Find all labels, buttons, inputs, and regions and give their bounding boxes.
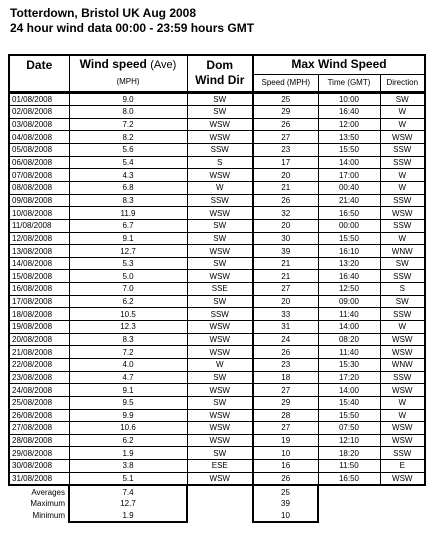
dom-dir-cell: WSW — [187, 245, 253, 258]
table-row — [9, 384, 425, 397]
wind-speed-cell: 9.0 — [69, 92, 187, 106]
wind-speed-cell: 7.0 — [69, 283, 187, 296]
report-subtitle: 24 hour wind data 00:00 - 23:59 hours GMT — [10, 21, 255, 35]
table-row — [9, 181, 425, 194]
table-row — [9, 106, 425, 119]
dom-dir-cell: W — [187, 358, 253, 371]
dom-dir-cell: WSW — [187, 169, 253, 182]
table-row — [9, 270, 425, 283]
date-cell: 22/08/2008 — [9, 358, 69, 371]
wind-speed-cell: 11.9 — [69, 207, 187, 220]
dom-dir-cell: SW — [187, 92, 253, 106]
table-row — [9, 460, 425, 473]
dom-dir-cell: WSW — [187, 409, 253, 422]
table-row — [9, 169, 425, 182]
wind-speed-cell: 6.7 — [69, 219, 187, 232]
wind-speed-cell: 12.3 — [69, 321, 187, 334]
max-speed-cell: 18 — [253, 371, 318, 384]
date-cell: 05/08/2008 — [9, 144, 69, 157]
max-speed-cell: 29 — [253, 396, 318, 409]
summary-wind-speed: 12.7 — [69, 498, 187, 510]
table-row — [9, 131, 425, 144]
max-direction-cell: SSW — [380, 270, 425, 283]
max-speed-cell: 30 — [253, 232, 318, 245]
daily-rows — [9, 92, 425, 485]
wind-speed-cell: 10.5 — [69, 308, 187, 321]
date-cell: 08/08/2008 — [9, 181, 69, 194]
max-direction-cell: W — [380, 232, 425, 245]
max-time-cell: 13:20 — [318, 257, 380, 270]
table-row — [9, 434, 425, 447]
dom-dir-cell: W — [187, 181, 253, 194]
dom-dir-cell: WSW — [187, 472, 253, 485]
table-row — [9, 396, 425, 409]
summary-rows — [9, 485, 425, 522]
max-speed-cell: 33 — [253, 308, 318, 321]
max-time-cell: 12:10 — [318, 434, 380, 447]
wind-speed-cell: 7.2 — [69, 118, 187, 131]
max-speed-cell: 20 — [253, 169, 318, 182]
max-speed-cell: 19 — [253, 434, 318, 447]
dom-dir-cell: SW — [187, 106, 253, 119]
max-direction-cell: WSW — [380, 346, 425, 359]
summary-row — [9, 485, 425, 498]
max-time-cell: 16:40 — [318, 270, 380, 283]
summary-wind-speed: 1.9 — [69, 510, 187, 523]
date-cell: 16/08/2008 — [9, 283, 69, 296]
max-speed-cell: 16 — [253, 460, 318, 473]
summary-spacer — [318, 485, 380, 498]
dom-dir-cell: SW — [187, 295, 253, 308]
max-time-cell: 18:20 — [318, 447, 380, 460]
summary-wind-speed: 7.4 — [69, 485, 187, 498]
max-speed-cell: 26 — [253, 118, 318, 131]
wind-speed-cell: 4.7 — [69, 371, 187, 384]
table-row — [9, 295, 425, 308]
wind-speed-cell: 6.2 — [69, 295, 187, 308]
max-time-cell: 16:50 — [318, 472, 380, 485]
wind-speed-cell: 4.0 — [69, 358, 187, 371]
max-time-cell: 09:00 — [318, 295, 380, 308]
max-direction-cell: W — [380, 118, 425, 131]
max-direction-cell: SSW — [380, 308, 425, 321]
date-header: Date — [9, 55, 69, 74]
wind-speed-cell: 10.6 — [69, 422, 187, 435]
summary-label: Maximum — [30, 499, 65, 509]
dom-dir-cell: WSW — [187, 384, 253, 397]
max-speed-cell: 21 — [253, 270, 318, 283]
max-speed-cell: 10 — [253, 447, 318, 460]
max-speed-cell: 26 — [253, 194, 318, 207]
max-speed-cell: 21 — [253, 181, 318, 194]
max-time-cell: 16:40 — [318, 106, 380, 119]
date-cell: 07/08/2008 — [9, 169, 69, 182]
max-time-cell: 11:50 — [318, 460, 380, 473]
wind-speed-label: Wind speed — [79, 57, 147, 71]
max-speed-cell: 20 — [253, 219, 318, 232]
dom-dir-cell: SSW — [187, 308, 253, 321]
dom-dir-cell: SW — [187, 257, 253, 270]
max-speed-cell: 28 — [253, 409, 318, 422]
max-speed-cell: 17 — [253, 156, 318, 169]
max-speed-cell: 31 — [253, 321, 318, 334]
wind-speed-cell: 5.4 — [69, 156, 187, 169]
date-cell: 20/08/2008 — [9, 333, 69, 346]
date-cell: 02/08/2008 — [9, 106, 69, 119]
summary-row — [9, 498, 425, 510]
max-direction-cell: WSW — [380, 384, 425, 397]
max-time-cell: 11:40 — [318, 308, 380, 321]
date-cell: 01/08/2008 — [9, 92, 69, 106]
max-time-cell: 14:00 — [318, 156, 380, 169]
max-direction-cell: SSW — [380, 194, 425, 207]
table-row — [9, 371, 425, 384]
table-row — [9, 144, 425, 157]
wind-speed-cell: 8.0 — [69, 106, 187, 119]
max-direction-cell: W — [380, 169, 425, 182]
date-cell: 09/08/2008 — [9, 194, 69, 207]
max-speed-cell: 27 — [253, 384, 318, 397]
dom-dir-cell: S — [187, 156, 253, 169]
wind-speed-cell: 8.3 — [69, 333, 187, 346]
dom-header: Dom — [187, 55, 253, 74]
wind-speed-cell: 9.9 — [69, 409, 187, 422]
table-row — [9, 207, 425, 220]
wind-speed-cell: 8.2 — [69, 131, 187, 144]
max-time-cell: 00:00 — [318, 219, 380, 232]
wind-speed-cell: 5.3 — [69, 257, 187, 270]
max-speed-cell: 24 — [253, 333, 318, 346]
summary-spacer — [380, 510, 425, 523]
wind-speed-cell: 9.5 — [69, 396, 187, 409]
wind-speed-header — [69, 55, 187, 74]
table-row — [9, 257, 425, 270]
max-direction-cell: SSW — [380, 156, 425, 169]
date-cell: 21/08/2008 — [9, 346, 69, 359]
dom-dir-cell: SW — [187, 396, 253, 409]
max-speed-cell: 27 — [253, 422, 318, 435]
summary-row — [9, 510, 425, 523]
wind-speed-cell: 9.1 — [69, 232, 187, 245]
dom-dir-cell: SSW — [187, 144, 253, 157]
max-direction-cell: WSW — [380, 207, 425, 220]
max-speed-cell: 27 — [253, 131, 318, 144]
max-direction-cell: W — [380, 181, 425, 194]
wind-speed-cell: 6.2 — [69, 434, 187, 447]
dom-dir-cell: WSW — [187, 422, 253, 435]
max-direction-cell: SW — [380, 257, 425, 270]
max-direction-cell: SSW — [380, 144, 425, 157]
max-time-cell: 21:40 — [318, 194, 380, 207]
date-cell: 29/08/2008 — [9, 447, 69, 460]
summary-max-speed: 25 — [253, 485, 318, 498]
table-row — [9, 232, 425, 245]
max-speed-cell: 23 — [253, 358, 318, 371]
date-cell: 24/08/2008 — [9, 384, 69, 397]
max-speed-cell: 23 — [253, 144, 318, 157]
date-cell: 14/08/2008 — [9, 257, 69, 270]
max-time-cell: 16:50 — [318, 207, 380, 220]
table-row — [9, 156, 425, 169]
table-row — [9, 447, 425, 460]
max-time-cell: 15:40 — [318, 396, 380, 409]
max-speed-cell: 32 — [253, 207, 318, 220]
max-time-cell: 10:00 — [318, 92, 380, 106]
date-cell: 11/08/2008 — [9, 219, 69, 232]
date-cell: 15/08/2008 — [9, 270, 69, 283]
max-direction-cell: W — [380, 409, 425, 422]
table-row — [9, 219, 425, 232]
wind-data-table — [8, 54, 426, 523]
date-cell: 28/08/2008 — [9, 434, 69, 447]
table-row — [9, 245, 425, 258]
max-time-cell: 13:50 — [318, 131, 380, 144]
max-direction-cell: E — [380, 460, 425, 473]
max-direction-cell: W — [380, 321, 425, 334]
report-title: Totterdown, Bristol UK Aug 2008 — [10, 6, 197, 20]
max-direction-cell: W — [380, 396, 425, 409]
dom-dir-cell: ESE — [187, 460, 253, 473]
table-row — [9, 92, 425, 106]
dom-dir-cell: WSW — [187, 321, 253, 334]
date-cell: 30/08/2008 — [9, 460, 69, 473]
direction-subheader: Direction — [380, 74, 425, 92]
wind-speed-cell: 1.9 — [69, 447, 187, 460]
dom-dir-cell: SW — [187, 232, 253, 245]
date-cell: 19/08/2008 — [9, 321, 69, 334]
wind-speed-cell: 12.7 — [69, 245, 187, 258]
wind-speed-cell: 9.1 — [69, 384, 187, 397]
table-row — [9, 346, 425, 359]
dom-dir-cell: WSW — [187, 207, 253, 220]
max-time-cell: 11:40 — [318, 346, 380, 359]
max-direction-cell: WSW — [380, 434, 425, 447]
max-time-cell: 15:50 — [318, 232, 380, 245]
table-row — [9, 321, 425, 334]
summary-spacer — [380, 498, 425, 510]
summary-spacer — [318, 510, 380, 523]
summary-max-speed: 10 — [253, 510, 318, 523]
wind-dir-subheader: Wind Dir — [187, 74, 253, 92]
max-time-cell: 15:50 — [318, 144, 380, 157]
summary-spacer — [380, 485, 425, 498]
table-row — [9, 194, 425, 207]
date-cell: 10/08/2008 — [9, 207, 69, 220]
table-row — [9, 333, 425, 346]
max-direction-cell: SW — [380, 92, 425, 106]
max-direction-cell: SSW — [380, 219, 425, 232]
max-direction-cell: W — [380, 106, 425, 119]
max-time-cell: 14:00 — [318, 321, 380, 334]
max-speed-cell: 27 — [253, 283, 318, 296]
max-direction-cell: WSW — [380, 131, 425, 144]
date-cell: 26/08/2008 — [9, 409, 69, 422]
dom-dir-cell: SW — [187, 447, 253, 460]
max-time-cell: 16:10 — [318, 245, 380, 258]
dom-dir-cell: WSW — [187, 346, 253, 359]
dom-dir-cell: SSE — [187, 283, 253, 296]
wind-speed-cell: 8.3 — [69, 194, 187, 207]
max-direction-cell: WNW — [380, 245, 425, 258]
wind-speed-cell: 5.0 — [69, 270, 187, 283]
dom-dir-cell: WSW — [187, 333, 253, 346]
date-cell: 23/08/2008 — [9, 371, 69, 384]
table-row — [9, 283, 425, 296]
max-speed-cell: 21 — [253, 257, 318, 270]
max-time-cell: 08:20 — [318, 333, 380, 346]
date-cell: 17/08/2008 — [9, 295, 69, 308]
summary-spacer — [187, 510, 253, 523]
max-direction-cell: SSW — [380, 371, 425, 384]
dom-dir-cell: WSW — [187, 131, 253, 144]
date-cell: 18/08/2008 — [9, 308, 69, 321]
max-time-cell: 17:00 — [318, 169, 380, 182]
dom-dir-cell: WSW — [187, 118, 253, 131]
dom-dir-cell: WSW — [187, 434, 253, 447]
max-wind-speed-header: Max Wind Speed — [253, 55, 425, 74]
date-cell: 31/08/2008 — [9, 472, 69, 485]
max-time-cell: 17:20 — [318, 371, 380, 384]
date-cell: 25/08/2008 — [9, 396, 69, 409]
table-row — [9, 422, 425, 435]
summary-label: Averages — [31, 487, 65, 497]
wind-speed-ave-note: (Ave) — [150, 59, 177, 71]
dom-dir-cell: SW — [187, 219, 253, 232]
wind-speed-cell: 6.8 — [69, 181, 187, 194]
date-cell: 13/08/2008 — [9, 245, 69, 258]
wind-speed-cell: 5.1 — [69, 472, 187, 485]
table-row — [9, 358, 425, 371]
max-direction-cell: WSW — [380, 422, 425, 435]
max-time-cell: 12:00 — [318, 118, 380, 131]
max-speed-cell: 29 — [253, 106, 318, 119]
summary-max-speed: 39 — [253, 498, 318, 510]
table-row — [9, 472, 425, 485]
summary-spacer — [187, 485, 253, 498]
date-cell: 27/08/2008 — [9, 422, 69, 435]
table-row — [9, 118, 425, 131]
dom-dir-cell: SW — [187, 371, 253, 384]
wind-speed-cell: 7.2 — [69, 346, 187, 359]
max-direction-cell: WNW — [380, 358, 425, 371]
max-direction-cell: WSW — [380, 472, 425, 485]
time-gmt-subheader: Time (GMT) — [318, 74, 380, 92]
dom-dir-cell: SSW — [187, 194, 253, 207]
table-row — [9, 308, 425, 321]
max-time-cell: 00:40 — [318, 181, 380, 194]
dom-dir-cell: WSW — [187, 270, 253, 283]
summary-label: Minimum — [32, 511, 65, 521]
wind-speed-cell: 5.6 — [69, 144, 187, 157]
max-speed-cell: 39 — [253, 245, 318, 258]
max-direction-cell: SW — [380, 295, 425, 308]
max-time-cell: 07:50 — [318, 422, 380, 435]
wind-speed-cell: 4.3 — [69, 169, 187, 182]
date-cell: 04/08/2008 — [9, 131, 69, 144]
max-direction-cell: S — [380, 283, 425, 296]
date-cell: 06/08/2008 — [9, 156, 69, 169]
summary-spacer — [187, 498, 253, 510]
date-cell: 12/08/2008 — [9, 232, 69, 245]
max-speed-cell: 26 — [253, 346, 318, 359]
max-direction-cell: SSW — [380, 447, 425, 460]
wind-speed-cell: 3.8 — [69, 460, 187, 473]
max-speed-cell: 20 — [253, 295, 318, 308]
max-time-cell: 12:50 — [318, 283, 380, 296]
date-header-spacer — [9, 74, 69, 92]
max-direction-cell: WSW — [380, 333, 425, 346]
max-time-cell: 15:50 — [318, 409, 380, 422]
speed-mph-subheader: Speed (MPH) — [253, 74, 318, 92]
max-speed-cell: 26 — [253, 472, 318, 485]
summary-spacer — [318, 498, 380, 510]
max-time-cell: 15:30 — [318, 358, 380, 371]
max-speed-cell: 25 — [253, 92, 318, 106]
date-cell: 03/08/2008 — [9, 118, 69, 131]
table-row — [9, 409, 425, 422]
max-time-cell: 14:00 — [318, 384, 380, 397]
mph-subheader: (MPH) — [69, 74, 187, 92]
